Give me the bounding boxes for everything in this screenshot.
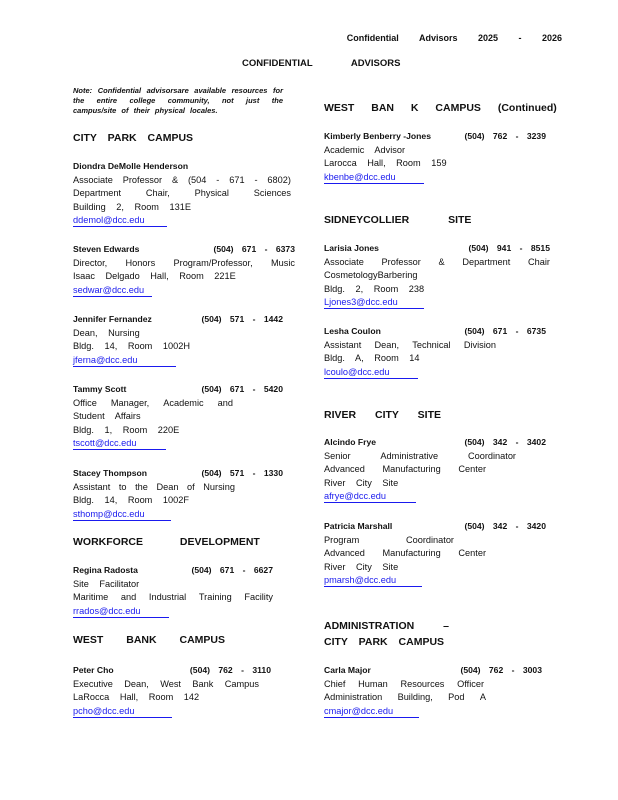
advisor-location: Bldg. 14, Room 1002F [73, 495, 189, 505]
advisor-location: River City Site [324, 477, 399, 488]
advisor-title: Executive Dean, West Bank Campus [73, 678, 259, 689]
advisor-dept: Department Chair, Physical Sciences [73, 188, 291, 198]
advisor-title: Program Coordinator [324, 534, 454, 545]
advisor-name: Steven Edwards (504) 671 - 6373 [73, 243, 295, 257]
advisor-email-link[interactable]: pmarsh@dcc.edu [324, 574, 422, 587]
section-river-city: RIVER CITY SITE [324, 409, 441, 421]
advisor-entry [73, 160, 291, 228]
advisor-location: Bldg. 14, Room 1002H [73, 341, 190, 351]
advisor-location: Bldg. 2, Room 238 [324, 283, 425, 294]
advisor-email-link[interactable]: ddemol@dcc.edu [73, 214, 167, 227]
section-administration: ADMINISTRATION – [324, 620, 449, 632]
advisor-phone: (504) 762 - 3110 [189, 665, 271, 675]
advisor-location: Isaac Delgado Hall, Room 221E [73, 271, 236, 281]
advisor-email-link[interactable]: jferna@dcc.edu [73, 354, 176, 367]
advisor-email-link[interactable]: Ljones3@dcc.edu [324, 296, 424, 309]
page-header: Confidential Advisors 2025 - 2026 [346, 33, 562, 43]
advisor-location: River City Site [324, 561, 399, 572]
advisor-name: Peter Cho (504) 762 - 3110 [73, 664, 271, 678]
section-west-bank-continued: WEST BAN K CAMPUS (Continued) [324, 102, 557, 114]
advisor-entry [324, 130, 546, 184]
advisor-email-link[interactable]: sedwar@dcc.edu [73, 284, 152, 297]
advisor-name: Kimberly Benberry -Jones (504) 762 - 3239 [324, 130, 546, 144]
advisor-phone: (504) 671 - 6735 [464, 326, 546, 336]
advisor-name: Diondra DeMolle Henderson [73, 161, 189, 171]
advisor-entry [73, 313, 283, 367]
advisor-title: Director, Honors Program/Professor, Music [73, 257, 295, 268]
advisor-name: Regina Radosta (504) 671 - 6627 [73, 564, 273, 578]
advisor-name: Carla Major (504) 762 - 3003 [324, 664, 542, 678]
advisor-title: Senior Administrative Coordinator [324, 450, 516, 461]
advisor-entry [324, 242, 550, 310]
advisor-location: Bldg. 1, Room 220E [73, 424, 180, 435]
advisor-dept: CosmetologyBarbering [324, 270, 418, 280]
advisor-entry [73, 243, 295, 297]
advisor-entry [73, 564, 273, 618]
section-west-bank: WEST BANK CAMPUS [73, 634, 225, 646]
advisor-entry [324, 325, 546, 379]
advisor-name: Larisia Jones (504) 941 - 8515 [324, 242, 550, 256]
advisor-email-link[interactable]: afrye@dcc.edu [324, 490, 416, 503]
advisor-phone: (504) 671 - 5420 [201, 384, 283, 394]
advisor-name: Patricia Marshall (504) 342 - 3420 [324, 520, 546, 534]
advisor-phone: (504) 342 - 3420 [464, 521, 546, 531]
advisor-email-link[interactable]: kbenbe@dcc.edu [324, 171, 424, 184]
advisor-email-link[interactable]: rrados@dcc.edu [73, 605, 169, 618]
advisor-title: Associate Professor & (504 - 671 - 6802) [73, 174, 291, 185]
advisor-dept: Advanced Manufacturing Center [324, 464, 486, 474]
advisor-title: Associate Professor & Department Chair [324, 256, 550, 267]
advisor-location: Administration Building, Pod A [324, 692, 486, 702]
section-administration-campus: CITY PARK CAMPUS [324, 636, 445, 648]
advisor-name: Alcindo Frye (504) 342 - 3402 [324, 436, 546, 450]
advisor-email-link[interactable]: pcho@dcc.edu [73, 705, 172, 718]
advisor-phone: (504) 571 - 1442 [201, 314, 283, 324]
advisor-email-link[interactable]: cmajor@dcc.edu [324, 705, 419, 718]
advisor-email-link[interactable]: lcoulo@dcc.edu [324, 366, 418, 379]
advisor-entry [73, 467, 283, 521]
advisor-name: Jennifer Fernandez (504) 571 - 1442 [73, 313, 283, 327]
advisor-email-link[interactable]: tscott@dcc.edu [73, 437, 166, 450]
advisor-entry [73, 383, 283, 451]
advisor-phone: (504) 671 - 6373 [213, 244, 295, 254]
advisor-entry [324, 664, 542, 718]
advisor-phone: (504) 571 - 1330 [201, 468, 283, 478]
advisor-title: Chief Human Resources Officer [324, 678, 484, 689]
advisor-title: Office Manager, Academic and [73, 397, 233, 408]
advisor-location: Bldg. A, Room 14 [324, 353, 420, 363]
advisor-location: LaRocca Hall, Room 142 [73, 692, 200, 702]
page-title: CONFIDENTIAL ADVISORS [242, 58, 401, 69]
advisor-title: Academic Advisor [324, 144, 406, 155]
advisor-title: Assistant to the Dean of Nursing [73, 481, 235, 492]
advisor-name: Tammy Scott (504) 671 - 5420 [73, 383, 283, 397]
advisor-location: Building 2, Room 131E [73, 201, 191, 212]
advisor-email-link[interactable]: sthomp@dcc.edu [73, 508, 171, 521]
advisor-location: Larocca Hall, Room 159 [324, 158, 447, 168]
advisor-location: Maritime and Industrial Training Facility [73, 592, 273, 602]
advisor-entry [73, 664, 271, 718]
advisor-dept: Advanced Manufacturing Center [324, 548, 486, 558]
advisor-title: Assistant Dean, Technical Division [324, 339, 496, 350]
advisor-name: Lesha Coulon (504) 671 - 6735 [324, 325, 546, 339]
section-sidney-collier: SIDNEYCOLLIER SITE [324, 214, 472, 226]
advisor-phone: (504) 941 - 8515 [468, 243, 550, 253]
advisor-phone: (504) 762 - 3003 [460, 665, 542, 675]
advisor-dept: Student Affairs [73, 411, 141, 421]
advisor-name: Stacey Thompson (504) 571 - 1330 [73, 467, 283, 481]
section-workforce: WORKFORCE DEVELOPMENT [73, 536, 260, 548]
note-text: Note: Confidential advisorsare available resources for the entire college community, not just the campus/site of their physical locales. [73, 86, 283, 115]
advisor-phone: (504) 762 - 3239 [464, 131, 546, 141]
advisor-entry [324, 436, 546, 504]
advisor-phone: (504) 342 - 3402 [464, 437, 546, 447]
advisor-title: Dean, Nursing [73, 327, 140, 338]
section-city-park: CITY PARK CAMPUS [73, 132, 194, 144]
advisor-phone: (504) 671 - 6627 [191, 565, 273, 575]
advisor-title: Site Facilitator [73, 578, 140, 589]
advisor-entry [324, 520, 546, 588]
